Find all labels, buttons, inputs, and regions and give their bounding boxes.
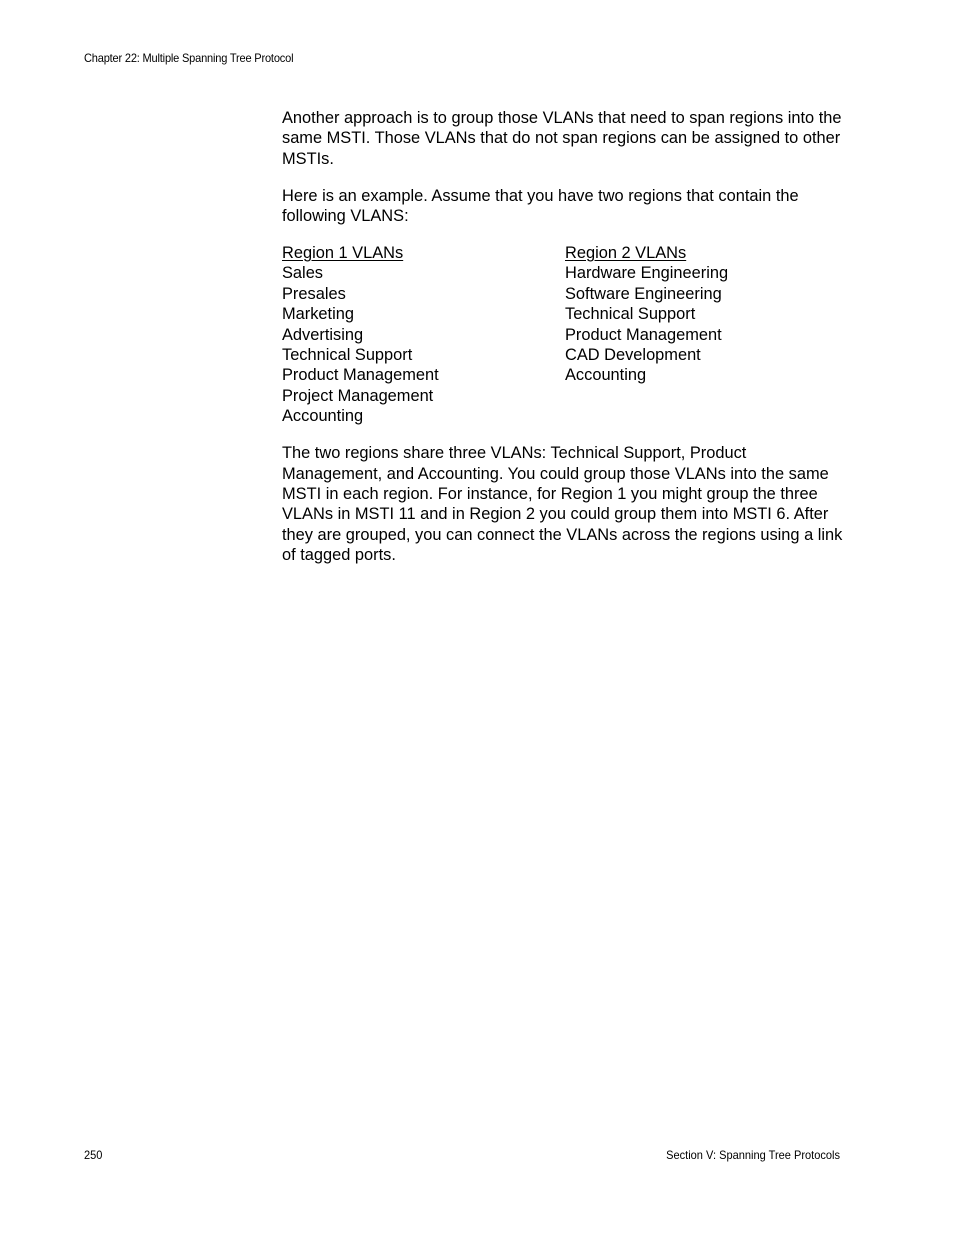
- region-1-vlan-item: Product Management: [282, 366, 439, 385]
- running-header: Chapter 22: Multiple Spanning Tree Protocol: [84, 51, 294, 65]
- body-paragraph-2: Here is an example. Assume that you have two regions that contain the following VLANS:: [282, 186, 799, 226]
- region-1-vlan-item: Accounting: [282, 407, 364, 426]
- region-1-column: [282, 243, 565, 427]
- region-2-vlan-item: CAD Development: [565, 346, 701, 365]
- region-1-heading: Region 1 VLANs: [282, 244, 404, 263]
- region-2-vlan-item: Accounting: [565, 366, 647, 385]
- body-paragraph-3: The two regions share three VLANs: Technical Support, Product Management, and Accounting. You could group those VLANs into the same MSTI in each region. For instance, for Region 1 you might group the three VLANs in MSTI 11 and in Region 2 you could group them into MSTI 6. After they are grouped, you can connect the VLANs across the regions using a link of tagged ports.: [282, 444, 843, 565]
- section-title: Section V: Spanning Tree Protocols: [666, 1148, 840, 1162]
- region-1-vlan-item: Technical Support: [282, 346, 413, 365]
- region-1-vlan-item: Sales: [282, 264, 324, 283]
- region-2-vlan-item: Technical Support: [565, 305, 696, 324]
- page-content: [282, 108, 844, 582]
- region-2-vlan-item: Product Management: [565, 325, 722, 344]
- region-1-vlan-item: Presales: [282, 284, 346, 303]
- region-2-vlan-item: Hardware Engineering: [565, 264, 729, 283]
- region-1-vlan-item: Project Management: [282, 386, 434, 405]
- page-number: 250: [84, 1148, 103, 1162]
- region-vlan-table: [282, 243, 844, 427]
- region-2-column: [565, 243, 728, 427]
- region-2-vlan-item: Software Engineering: [565, 284, 722, 303]
- region-1-vlan-item: Advertising: [282, 325, 364, 344]
- region-1-vlan-item: Marketing: [282, 305, 354, 324]
- region-2-heading: Region 2 VLANs: [565, 244, 687, 263]
- body-paragraph-1: Another approach is to group those VLANs that need to span regions into the same MSTI. Those VLANs that do not span regions can be assigned to other MSTIs.: [282, 109, 842, 168]
